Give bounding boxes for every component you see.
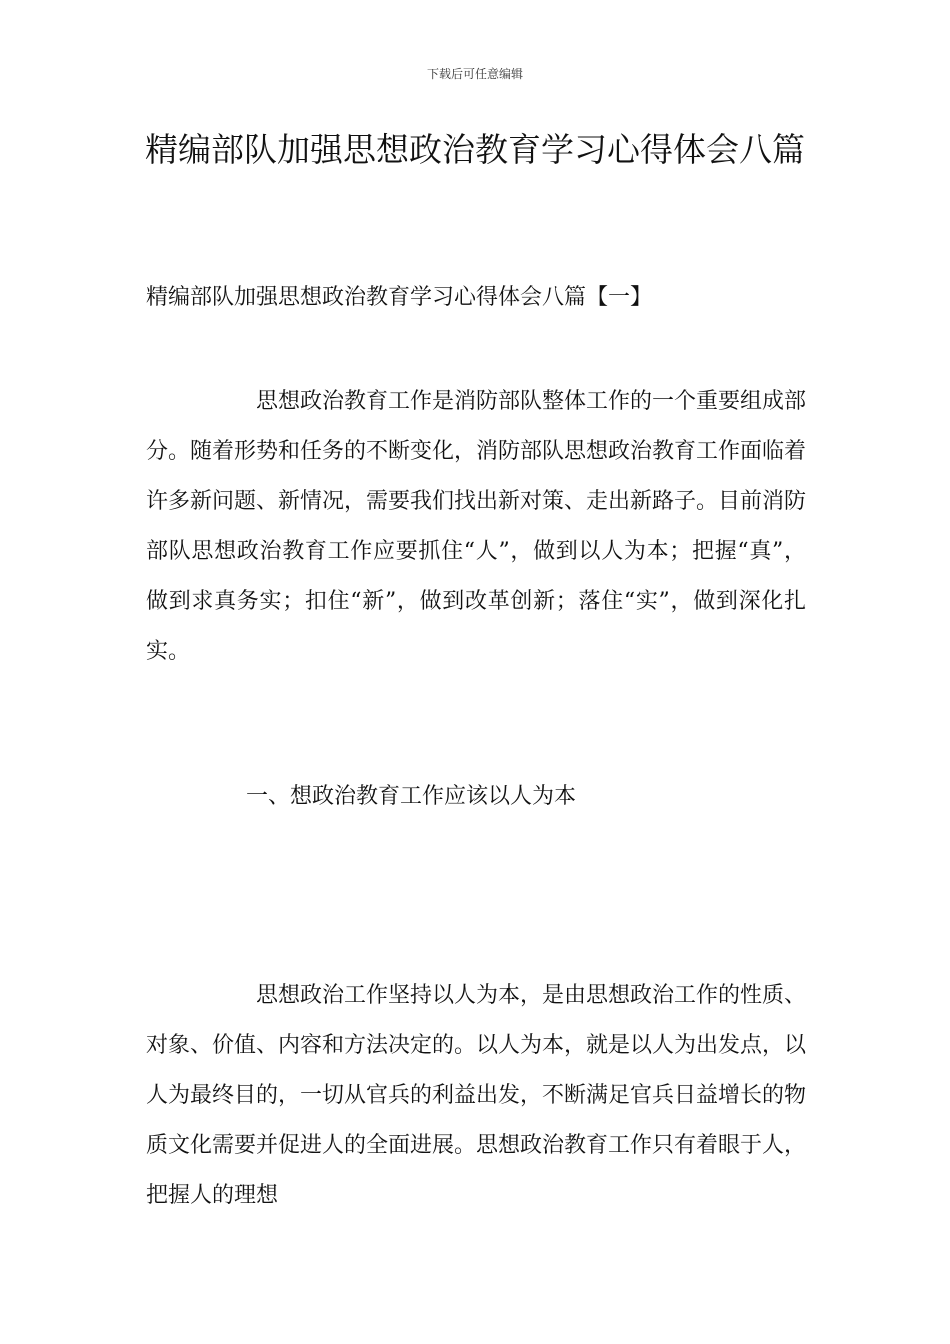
header-note: 下载后可任意编辑 <box>426 67 523 81</box>
section-heading: 一、想政治教育工作应该以人为本 <box>246 784 577 809</box>
body-paragraph: 思想政治工作坚持以人为本，是由思想政治工作的性质、对象、价值、内容和方法决定的。以人为本，就是以人为出发点，以人为最终目的，一切从官兵的利益出发，不断满足官兵日益增长的物质文化需要并促进人的全面进展。思想政治教育工作只有着眼于人，把握人的理想 <box>146 983 807 1208</box>
document-title: 精编部队加强思想政治教育学习心得体会八篇 <box>145 130 805 169</box>
section-subtitle: 精编部队加强思想政治教育学习心得体会八篇【一】 <box>146 285 653 310</box>
body-paragraph: 思想政治教育工作是消防部队整体工作的一个重要组成部分。随着形势和任务的不断变化，消防部队思想政治教育工作面临着许多新问题、新情况，需要我们找出新对策、走出新路子。目前消防部队思想政治教育工作应要抓住“人”，做到以人为本；把握“真”，做到求真务实；扣住“新”，做到改革创新；落住“实”，做到深化扎实。 <box>146 389 807 664</box>
